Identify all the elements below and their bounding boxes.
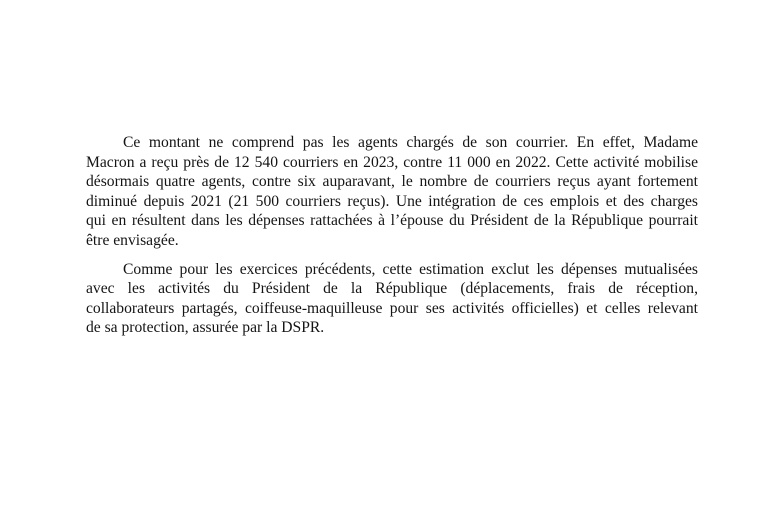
paragraph-line: être envisagée.: [86, 231, 179, 249]
paragraph-line: diminué depuis 2021 (21 500 courriers reçus). Une intégration de ces emplois et des charges: [86, 192, 698, 210]
paragraph-spacer: [86, 251, 698, 260]
paragraph-line: désormais quatre agents, contre six auparavant, le nombre de courriers reçus ayant fortement: [86, 173, 698, 191]
paragraph-2: [86, 260, 698, 338]
paragraph-line: Ce montant ne comprend pas les agents chargés de son courrier. En effet, Madame: [123, 134, 698, 151]
paragraph-line: avec les activités du Président de la République (déplacements, frais de réception,: [86, 280, 698, 298]
paragraph-1: [86, 133, 698, 251]
document-body: [86, 133, 698, 338]
paragraph-line: Macron a reçu près de 12 540 courriers en 2023, contre 11 000 en 2022. Cette activité mobilise: [86, 153, 698, 171]
paragraph-line: qui en résultent dans les dépenses rattachées à l’épouse du Président de la République pourrait: [86, 212, 698, 230]
paragraph-line: de sa protection, assurée par la DSPR.: [86, 319, 325, 337]
paragraph-line: Comme pour les exercices précédents, cette estimation exclut les dépenses mutualisées: [123, 260, 698, 278]
paragraph-line: collaborateurs partagés, coiffeuse-maquilleuse pour ses activités officielles) et celles relevant: [86, 299, 698, 317]
